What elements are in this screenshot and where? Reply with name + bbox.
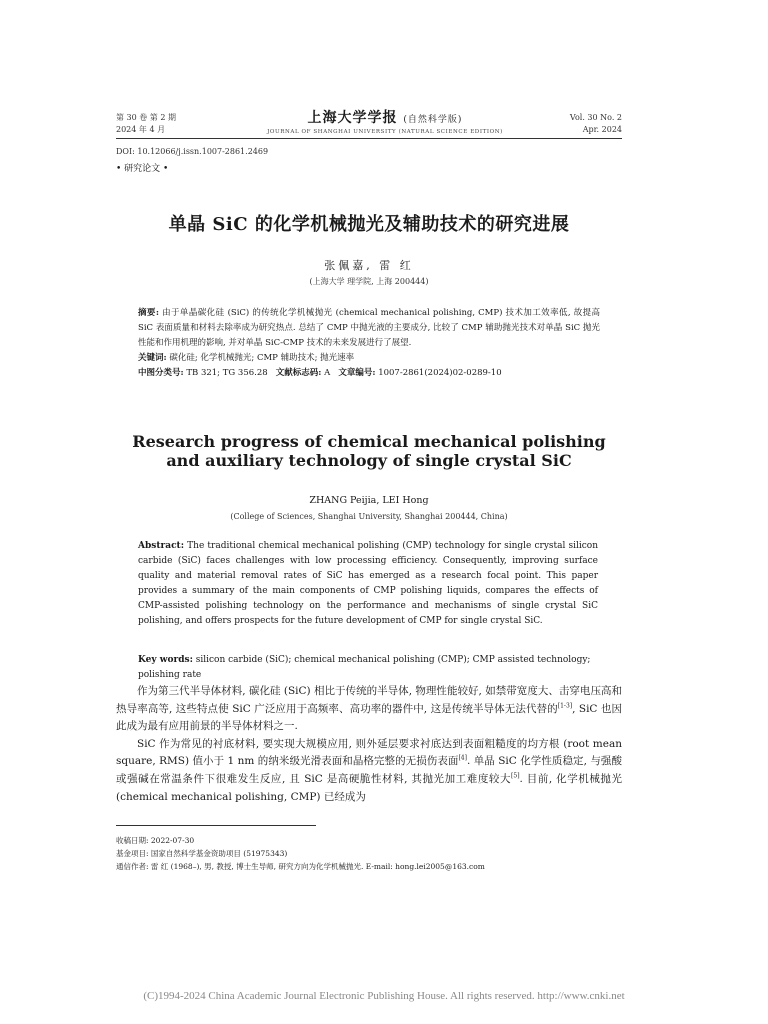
abstract-en-label: Abstract: [138, 541, 185, 551]
footnote-received: 收稿日期: 2022-07-30 [116, 836, 195, 845]
citation: [4] [458, 754, 467, 762]
header-issue-en [570, 112, 622, 136]
footnote-corresponding: 通信作者: 雷 红 (1968–), 男, 教授, 博士生导师, 研究方向为化学机械抛光. E-mail: hong.lei2005@163.com [116, 862, 485, 871]
header-issue-cn [116, 112, 176, 136]
abstract-cn-block [138, 306, 600, 381]
clc-value: TB 321; TG 356.28 [186, 368, 268, 378]
journal-header [210, 107, 560, 135]
doi: DOI: 10.12066/j.issn.1007-2861.2469 [116, 147, 269, 156]
journal-name-cn-sub: (自然科学版) [403, 115, 463, 125]
title-cn: 单晶 SiC 的化学机械抛光及辅助技术的研究进展 [168, 214, 570, 235]
keywords-en [138, 653, 598, 683]
citation: [5] [511, 772, 520, 780]
citation: [1-3] [557, 702, 573, 710]
abstract-en [138, 539, 598, 629]
abstract-cn [138, 306, 600, 351]
article-no-value: 1007-2861(2024)02-0289-10 [378, 368, 502, 378]
doc-code-value: A [324, 368, 331, 378]
doc-code-label: 文献标志码: [275, 368, 322, 378]
journal-name-cn: 上海大学学报 [307, 110, 398, 126]
body-paragraph-1: 作为第三代半导体材料, 碳化硅 (SiC) 相比于传统的半导体, 物理性能较好, 如禁带宽度大、击穿电压高和热导率高等, 这些特点使 SiC 广泛应用于高频率、高功率的器件中, 这是传统半导体无法代替的[1-3], SiC 也因此成为最有应用前景的半导体材料之一. [116, 685, 623, 733]
keywords-en-label: Key words: [138, 655, 193, 665]
body-text [116, 683, 622, 806]
authors-en: ZHANG Peijia, LEI Hong [309, 495, 429, 506]
abstract-cn-label: 摘要: [138, 308, 159, 318]
keywords-cn [138, 351, 600, 366]
keywords-cn-label: 关键词: [138, 353, 167, 363]
journal-name-en: JOURNAL OF SHANGHAI UNIVERSITY (NATURAL SCIENCE EDITION) [267, 129, 503, 135]
clc-label: 中图分类号: [138, 368, 184, 378]
abstract-cn-text: 由于单晶碳化硅 (SiC) 的传统化学机械抛光 (chemical mechanical polishing, CMP) 技术加工效率低, 故提高 SiC 表面质量和材料去除率成为研究热点. 总结了 CMP 中抛光液的主要成分, 比较了 CMP 辅助抛光技术对单晶 SiC 抛光性能和作用机理的影响, 并对单晶 SiC-CMP 技术的未来发展进行了展望. [138, 308, 601, 348]
body-paragraph-2: SiC 作为常见的衬底材料, 要实现大规模应用, 则外延层要求衬底达到表面粗糙度的均方根 (root mean square, RMS) 值小于 1 nm 的纳米级光滑表面和晶格完整的无损伤表面[4]. 单晶 SiC 化学性质稳定, 与强酸或强碱在常温条件下很难发生反应, 且 SiC 是高硬脆性材料, 其抛光加工难度较大[5]. 目前, 化学机械抛光 (chemical mechanical polishing, CMP) 已经成为 [116, 737, 622, 803]
keywords-cn-text: 碳化硅; 化学机械抛光; CMP 辅助技术; 抛光速率 [169, 353, 355, 363]
date-cn: 2024 年 4 月 [116, 125, 166, 134]
article-no-label: 文章编号: [338, 368, 376, 378]
volume-en: Vol. 30 No. 2 [569, 113, 622, 122]
footnotes [116, 834, 622, 873]
authors-cn: 张佩嘉, 雷 红 [324, 259, 414, 272]
keywords-en-text: silicon carbide (SiC); chemical mechanical polishing (CMP); CMP assisted technology; polishing rate [138, 655, 591, 680]
classification-line [138, 366, 600, 381]
affiliation-en: (College of Sciences, Shanghai University, Shanghai 200444, China) [230, 512, 508, 521]
volume-cn: 第 30 卷 第 2 期 [116, 113, 176, 122]
footnote-fund: 基金项目: 国家自然科学基金资助项目 (51975343) [116, 849, 288, 858]
title-en: Research progress of chemical mechanical polishing and auxiliary technology of single crystal SiC [132, 432, 606, 470]
header-divider [116, 138, 622, 139]
abstract-en-text: The traditional chemical mechanical polishing (CMP) technology for single crystal silicon carbide (SiC) faces challenges with low processing efficiency. Consequently, improving surface quality and material removal rates of SiC has emerged as a research focal point. This paper provides a summary of the main components of CMP polishing liquids, compares the effects of CMP-assisted polishing technology on the performance and mechanisms of single crystal SiC polishing, and offers prospects for the future development of CMP for single crystal SiC. [138, 541, 598, 626]
affiliation-cn: (上海大学 理学院, 上海 200444) [309, 277, 429, 286]
copyright-notice: (C)1994-2024 China Academic Journal Electronic Publishing House. All rights reserved. http://www.cnki.net [143, 990, 625, 1002]
footnote-divider [116, 825, 316, 826]
column-tag: • 研究论文 • [116, 164, 169, 174]
date-en: Apr. 2024 [582, 125, 622, 134]
